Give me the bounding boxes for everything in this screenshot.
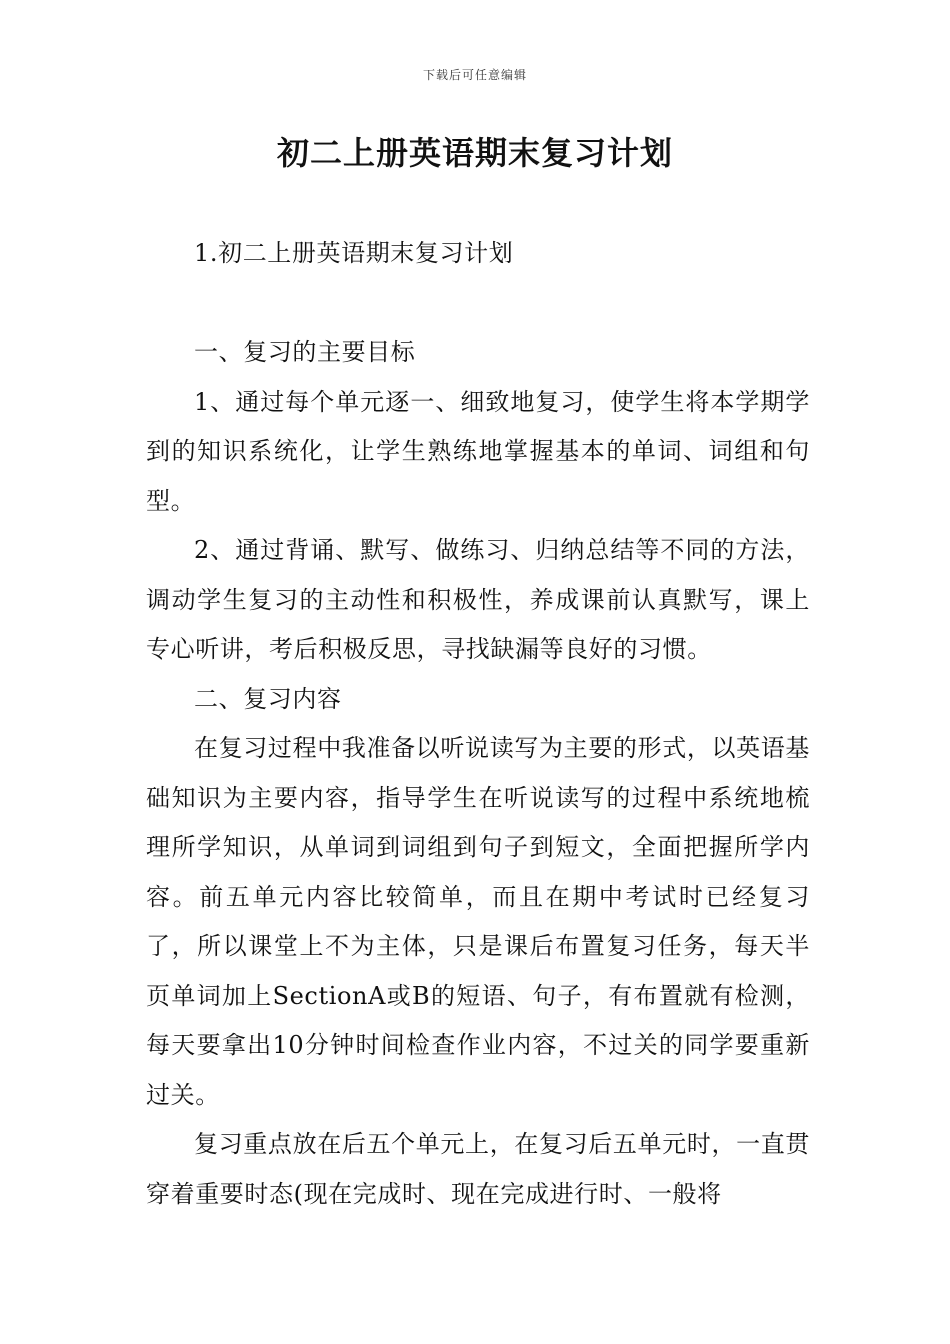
section-heading-content: 二、复习内容 [194, 684, 342, 713]
document-body [146, 229, 810, 1219]
paragraph-content-2: 复习重点放在后五个单元上，在复习后五单元时，一直贯穿着重要时态(现在完成时、现在完成进行时、一般将 [146, 1130, 810, 1208]
header-note: 下载后可任意编辑 [422, 68, 527, 82]
section-heading-goals: 一、复习的主要目标 [194, 338, 416, 366]
paragraph-subtitle: 1.初二上册英语期末复习计划 [194, 239, 514, 267]
blank-line [146, 279, 810, 329]
paragraph-content-1: 在复习过程中我准备以听说读写为主要的形式，以英语基础知识为主要内容，指导学生在听说读写的过程中系统地梳理所学知识，从单词到词组到句子到短文，全面把握所学内容。前五单元内容比较简单，而且在期中考试时已经复习了，所以课堂上不为主体，只是课后布置复习任务，每天半页单词加上SectionA或B的短语、句子，有布置就有检测，每天要拿出10分钟时间检查作业内容，不过关的同学要重新过关。 [146, 734, 810, 1109]
paragraph-goal-1: 1、通过每个单元逐一、细致地复习，使学生将本学期学到的知识系统化，让学生熟练地掌握基本的单词、词组和句型。 [146, 387, 810, 515]
document-title: 初二上册英语期末复习计划 [276, 134, 673, 172]
paragraph-goal-2: 2、通过背诵、默写、做练习、归纳总结等不同的方法，调动学生复习的主动性和积极性，养成课前认真默写，课上专心听讲，考后积极反思，寻找缺漏等良好的习惯。 [146, 536, 810, 663]
